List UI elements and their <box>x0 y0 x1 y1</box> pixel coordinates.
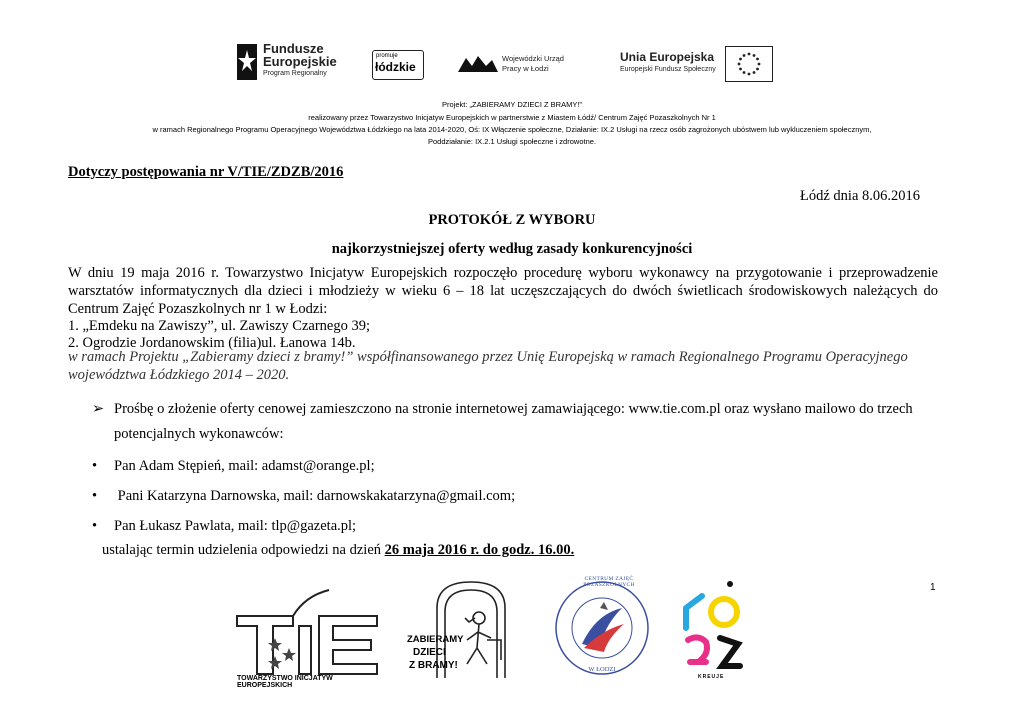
funding-note: w ramach Projektu „Zabieramy dzieci z bramy!” współfinansowanego przez Unię Europejską w ramach Regionalnego Programu Operacyjnego województwa Łódzkiego 2014 – 2020. <box>68 349 908 383</box>
ue-line2: Europejski Fundusz Społeczny <box>620 66 716 73</box>
document-title: PROTOKÓŁ Z WYBORU <box>428 212 596 228</box>
eu-flag-icon <box>725 46 773 82</box>
czp-ring-top: CENTRUM ZAJĘĆ POZASZKOLNYCH <box>583 576 635 588</box>
zdzb-line1: ZABIERAMY <box>407 634 464 645</box>
document-date: Łódź dnia 8.06.2016 <box>800 188 921 204</box>
zdzb-line2: DZIECI <box>413 647 446 658</box>
unia-europejska-logo <box>615 40 770 85</box>
tie-caption: TOWARZYSTWO INICJATYW EUROPEJSKICH <box>237 675 333 689</box>
lodz-kreuje-mark-icon <box>680 578 750 678</box>
intro-paragraph: W dniu 19 maja 2016 r. Towarzystwo Inicjatyw Europejskich rozpoczęło procedurę wyboru wykonawcy na przygotowanie i przeprowadzenie warsztatów informatycznych dla dzieci i młodzieży w wieku 6 – 18 lat uczęszczających do dwóch świetlicach środowiskowych należących do Centrum Zajęć Pozaszkolnych nr 1 w Łodzi: <box>68 265 938 317</box>
request-line-2: potencjalnych wykonawców: <box>114 426 284 442</box>
kreuje-caption: KREUJE <box>698 674 725 680</box>
bullet-icon: • <box>92 488 98 504</box>
fe-line3: Program Regionalny <box>263 70 327 77</box>
deadline-value: 26 maja 2016 r. do godz. 16.00. <box>384 542 575 558</box>
tie-mark-icon <box>235 578 380 688</box>
page-number: 1 <box>930 582 936 593</box>
bullet-icon: • <box>92 458 98 474</box>
fe-line1: Fundusze <box>263 41 324 56</box>
project-header-line3: w ramach Regionalnego Programu Operacyjnego Województwa Łódzkiego na lata 2014-2020, Oś: IX Włączenie społeczne, Działanie: IX.2 Usługi na rzecz osób zagrożonych ubóstwem lub wykluczeniem społecznym, <box>152 125 872 134</box>
promuje-lodzkie-logo <box>372 40 430 85</box>
wup-logo <box>458 40 598 85</box>
fe-star-icon <box>235 42 259 82</box>
wup-roofs-icon <box>458 52 498 74</box>
reference-number: Dotyczy postępowania nr V/TIE/ZDZB/2016 <box>68 164 344 180</box>
contractor-2: Pani Katarzyna Darnowska, mail: darnowskakatarzyna@gmail.com; <box>114 488 516 504</box>
bullet-icon: • <box>92 518 98 534</box>
czp-emblem-icon <box>552 578 652 678</box>
location-2: 2. Ogrodzie Jordanowskim (filia)ul. Łanowa 14b. <box>68 335 356 351</box>
header-logos <box>0 40 1024 85</box>
czp-ring-bottom: W ŁODZI <box>588 666 616 673</box>
deadline-line <box>102 541 574 559</box>
document-subtitle: najkorzystniejszej oferty według zasady konkurencyjności <box>331 241 693 257</box>
lodz-kreuje-logo <box>680 578 750 688</box>
wup-line2: Pracy w Łodzi <box>502 64 549 73</box>
zdzb-line3: Z BRAMY! <box>409 660 458 671</box>
project-header-line2: realizowany przez Towarzystwo Inicjatyw Europejskich w partnerstwie z Miastem Łódź/ Centrum Zajęć Pozaszkolnych Nr 1 <box>308 113 716 122</box>
arrow-bullet-icon: ➢ <box>92 401 105 417</box>
ue-line1: Unia Europejska <box>620 50 715 64</box>
czp-logo <box>552 578 652 688</box>
fundusze-europejskie-logo <box>235 40 355 85</box>
lodzkie-big: łódzkie <box>375 60 416 74</box>
fe-line2: Europejskie <box>263 54 337 69</box>
contractor-1: Pan Adam Stępień, mail: adamst@orange.pl; <box>114 458 375 474</box>
gate-child-icon <box>405 578 520 688</box>
lodzkie-small: promuje <box>376 53 398 59</box>
deadline-prefix: ustalając termin udzielenia odpowiedzi na dzień <box>102 542 385 558</box>
project-header-line4: Poddziałanie: IX.2.1 Usługi społeczne i zdrowotne. <box>427 137 596 146</box>
project-header-line1: Projekt: „ZABIERAMY DZIECI Z BRAMY!” <box>442 100 582 109</box>
tie-logo <box>235 578 380 688</box>
zabieramy-dzieci-logo <box>405 578 520 688</box>
location-1: 1. „Emdeku na Zawiszy”, ul. Zawiszy Czarnego 39; <box>68 318 370 334</box>
wup-line1: Wojewódzki Urząd <box>502 54 564 63</box>
request-line-1: Prośbę o złożenie oferty cenowej zamieszczono na stronie internetowej zamawiającego: www.tie.com.pl oraz wysłano mailowo do trzech <box>114 401 913 417</box>
contractor-3: Pan Łukasz Pawlata, mail: tlp@gazeta.pl; <box>114 518 357 534</box>
